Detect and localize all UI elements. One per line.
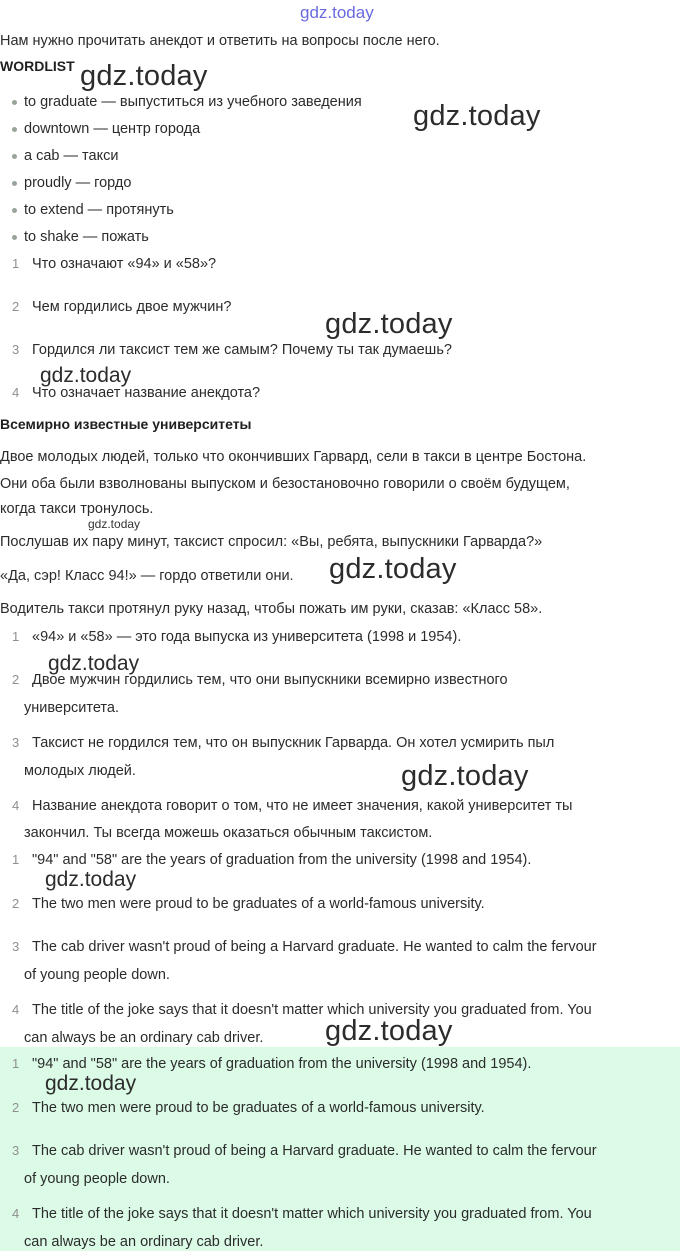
answer-ru-item: 1 «94» и «58» — это года выпуска из университета (1998 и 1954). (12, 629, 462, 645)
answer-en-continuation: of young people down. (24, 967, 170, 983)
story-line: Они оба были взволнованы выпуском и безостановочно говорили о своём будущем, (0, 476, 570, 492)
story-line: Водитель такси протянул руку назад, чтобы пожать им руки, сказав: «Класс 58». (0, 601, 543, 617)
answer-ru-continuation: университета. (24, 700, 120, 716)
watermark: gdz.today (401, 760, 529, 792)
wordlist-item: downtown — центр города (12, 121, 200, 137)
wordlist-heading: WORDLIST (0, 58, 75, 74)
answer-ru-continuation: закончил. Ты всегда можешь оказаться обычным таксистом. (24, 825, 433, 841)
watermark: gdz.today (80, 60, 208, 92)
wordlist-item: to shake — пожать (12, 229, 149, 245)
question-item: 1 Что означают «94» и «58»? (12, 256, 217, 272)
question-item: 4 Что означает название анекдота? (12, 385, 261, 401)
answer-ru-item: 4 Название анекдота говорит о том, что не имеет значения, какой университет ты (12, 798, 573, 814)
watermark: gdz.today (329, 553, 457, 585)
answer-en-highlight-continuation: of young people down. (24, 1171, 170, 1187)
answer-en-highlight-item: 3 The cab driver wasn't proud of being a Harvard graduate. He wanted to calm the fervour (12, 1143, 597, 1159)
answer-ru-continuation: молодых людей. (24, 763, 136, 779)
question-item: 3 Гордился ли таксист тем же самым? Почему ты так думаешь? (12, 342, 452, 358)
story-line: «Да, сэр! Класс 94!» — гордо ответили они. (0, 568, 294, 584)
site-logo-text[interactable]: gdz.today (300, 3, 374, 22)
watermark: gdz.today (325, 1015, 453, 1047)
story-line: когда такси тронулось. (0, 501, 154, 517)
answer-ru-item: 3 Таксист не гордился тем, что он выпускник Гарварда. Он хотел усмирить пыл (12, 735, 555, 751)
answer-en-highlight-item: 1 "94" and "58" are the years of graduation from the university (1998 and 1954). (12, 1056, 532, 1072)
intro-text: Нам нужно прочитать анекдот и ответить на вопросы после него. (0, 33, 440, 49)
answer-en-highlight-item: 4 The title of the joke says that it doesn't matter which university you graduated from. You (12, 1206, 592, 1222)
story-title: Всемирно известные университеты (0, 416, 252, 432)
answer-en-continuation: can always be an ordinary cab driver. (24, 1030, 264, 1046)
watermark: gdz.today (88, 517, 141, 531)
story-line: Двое молодых людей, только что окончивших Гарвард, сели в такси в центре Бостона. (0, 449, 587, 465)
answer-ru-item: 2 Двое мужчин гордились тем, что они выпускники всемирно известного (12, 672, 508, 688)
watermark: gdz.today (45, 868, 137, 891)
watermark: gdz.today (40, 364, 132, 387)
answer-en-item: 1 "94" and "58" are the years of graduation from the university (1998 and 1954). (12, 852, 532, 868)
wordlist-item: to graduate — выпуститься из учебного заведения (12, 94, 362, 110)
answer-en-highlight-continuation: can always be an ordinary cab driver. (24, 1234, 264, 1250)
answer-en-highlight-item: 2 The two men were proud to be graduates of a world-famous university. (12, 1100, 485, 1116)
watermark: gdz.today (325, 308, 453, 340)
answer-en-item: 4 The title of the joke says that it doesn't matter which university you graduated from. You (12, 1002, 592, 1018)
story-line: Послушав их пару минут, таксист спросил: «Вы, ребята, выпускники Гарварда?» (0, 534, 543, 550)
watermark: gdz.today (45, 1072, 137, 1095)
watermark: gdz.today (48, 652, 140, 675)
answer-en-item: 3 The cab driver wasn't proud of being a Harvard graduate. He wanted to calm the fervour (12, 939, 597, 955)
question-item: 2 Чем гордились двое мужчин? (12, 299, 232, 315)
watermark: gdz.today (413, 100, 541, 132)
wordlist-item: to extend — протянуть (12, 202, 174, 218)
wordlist-item: a cab — такси (12, 148, 118, 164)
answer-en-item: 2 The two men were proud to be graduates of a world-famous university. (12, 896, 485, 912)
wordlist-item: proudly — гордо (12, 175, 131, 191)
